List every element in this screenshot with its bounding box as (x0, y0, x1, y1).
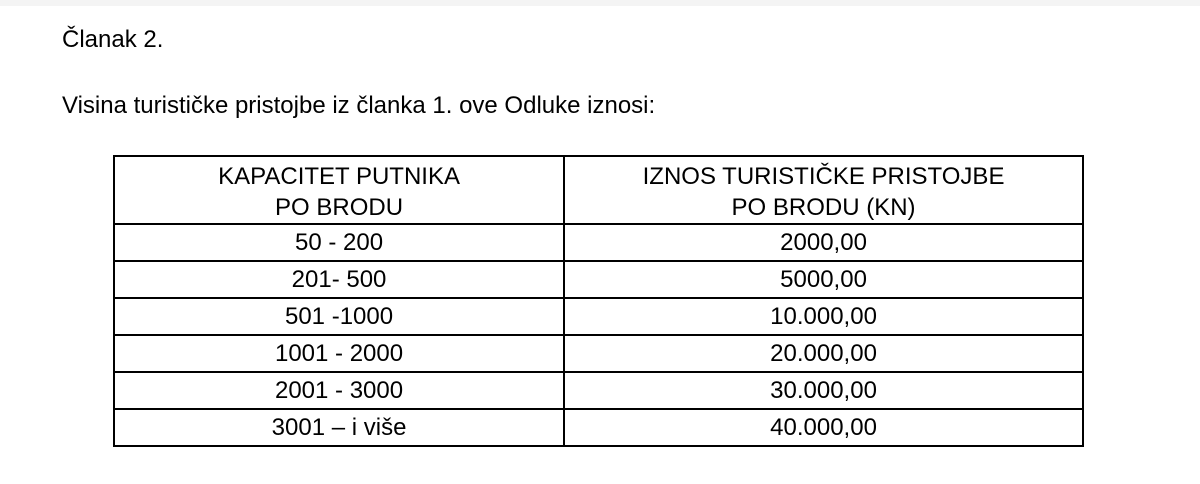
table-row (114, 409, 1083, 446)
capacity-cell: 3001 – i više (114, 409, 564, 446)
amount-cell: 30.000,00 (564, 372, 1083, 409)
capacity-cell: 2001 - 3000 (114, 372, 564, 409)
table-row (114, 261, 1083, 298)
top-strip (0, 0, 1200, 6)
amount-cell: 20.000,00 (564, 335, 1083, 372)
amount-cell: 10.000,00 (564, 298, 1083, 335)
intro-paragraph: Visina turističke pristojbe iz članka 1. ove Odluke iznosi: (62, 92, 656, 119)
capacity-cell: 50 - 200 (114, 224, 564, 261)
amount-cell: 40.000,00 (564, 409, 1083, 446)
capacity-cell: 201- 500 (114, 261, 564, 298)
header-capacity-line2: PO BRODU (275, 194, 404, 221)
table-header-row (114, 156, 1083, 224)
capacity-cell: 501 -1000 (114, 298, 564, 335)
header-capacity-line1: KAPACITET PUTNIKA (218, 163, 460, 190)
table-row (114, 335, 1083, 372)
header-amount-line1: IZNOS TURISTIČKE PRISTOJBE (642, 163, 1005, 190)
tourist-tax-table (113, 155, 1084, 447)
header-capacity (114, 156, 564, 224)
header-amount (564, 156, 1083, 224)
table-row (114, 298, 1083, 335)
capacity-cell: 1001 - 2000 (114, 335, 564, 372)
table-row (114, 372, 1083, 409)
table-row (114, 224, 1083, 261)
amount-cell: 5000,00 (564, 261, 1083, 298)
amount-cell: 2000,00 (564, 224, 1083, 261)
article-heading: Članak 2. (62, 26, 164, 53)
header-amount-line2: PO BRODU (KN) (731, 194, 916, 221)
